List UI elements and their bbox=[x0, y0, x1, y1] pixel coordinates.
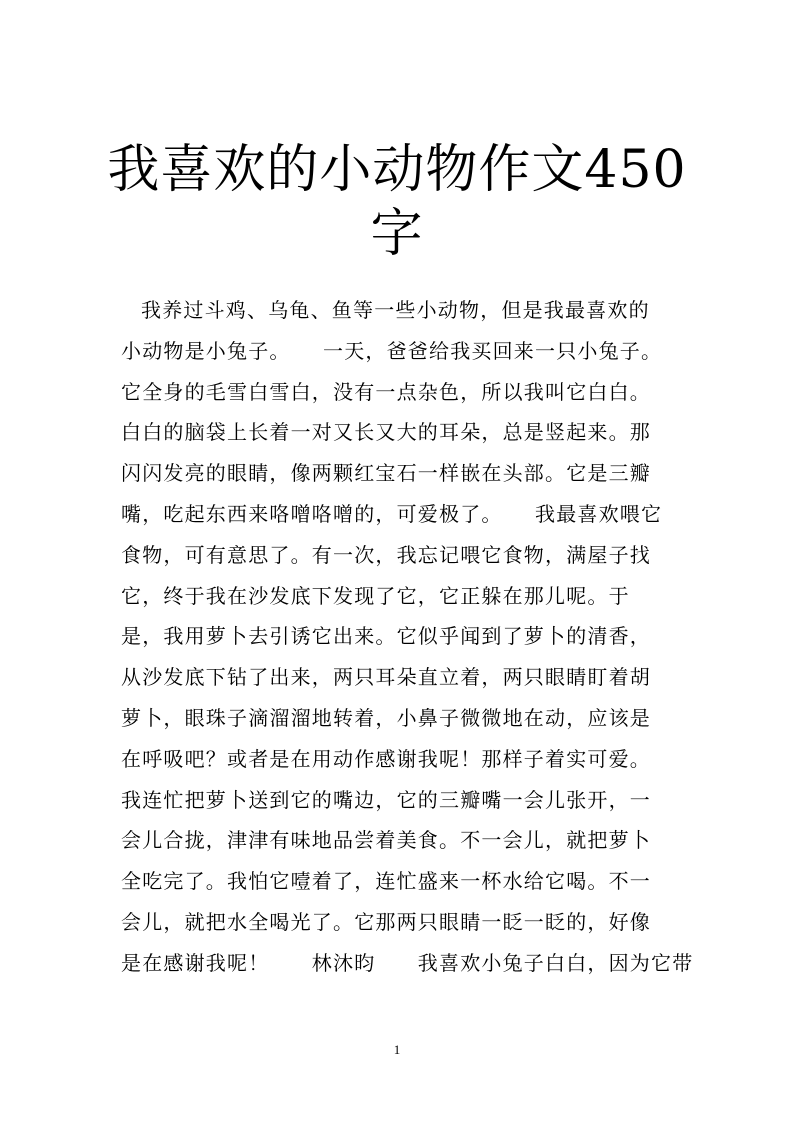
text-line: 小动物是小兔子。 一天，爸爸给我买回来一只小兔子。 bbox=[121, 338, 663, 363]
essay-body bbox=[121, 290, 694, 984]
text-line: 它，终于我在沙发底下发现了它，它正躲在那儿呢。于 bbox=[121, 583, 630, 608]
text-line: 我连忙把萝卜送到它的嘴边，它的三瓣嘴一会儿张开，一 bbox=[121, 787, 651, 812]
text-line: 是，我用萝卜去引诱它出来。它似乎闻到了萝卜的清香， bbox=[121, 624, 651, 649]
text-line: 嘴，吃起东西来咯噌咯噌的，可爱极了。 我最喜欢喂它 bbox=[121, 501, 663, 526]
text-line: 萝卜，眼珠子滴溜溜地转着，小鼻子微微地在动，应该是 bbox=[121, 705, 651, 730]
text-line: 从沙发底下钻了出来，两只耳朵直立着，两只眼睛盯着胡 bbox=[121, 665, 651, 690]
text-line: 在呼吸吧？或者是在用动作感谢我呢！那样子着实可爱。 bbox=[121, 746, 651, 771]
text-line: 我养过斗鸡、乌龟、鱼等一些小动物，但是我最喜欢的 bbox=[141, 298, 650, 322]
text-line: 白白的脑袋上长着一对又长又大的耳朵，总是竖起来。那 bbox=[121, 420, 651, 445]
text-line: 是在感谢我呢！ 林沐昀 我喜欢小兔子白白，因为它带 bbox=[121, 950, 694, 975]
page-number: 1 bbox=[393, 1042, 401, 1057]
text-line: 会儿合拢，津津有味地品尝着美食。不一会儿，就把萝卜 bbox=[121, 828, 651, 853]
text-line: 会儿，就把水全喝光了。它那两只眼睛一眨一眨的，好像 bbox=[121, 909, 651, 934]
title-line-2: 字 bbox=[370, 204, 424, 264]
text-line: 全吃完了。我怕它噎着了，连忙盛来一杯水给它喝。不一 bbox=[121, 869, 651, 894]
text-line: 它全身的毛雪白雪白，没有一点杂色，所以我叫它白白。 bbox=[121, 379, 651, 404]
text-line: 闪闪发亮的眼睛，像两颗红宝石一样嵌在头部。它是三瓣 bbox=[121, 461, 651, 486]
title-line-1: 我喜欢的小动物作文450 bbox=[107, 140, 687, 200]
text-line: 食物，可有意思了。有一次，我忘记喂它食物，满屋子找 bbox=[121, 542, 651, 567]
page-title bbox=[100, 138, 694, 266]
